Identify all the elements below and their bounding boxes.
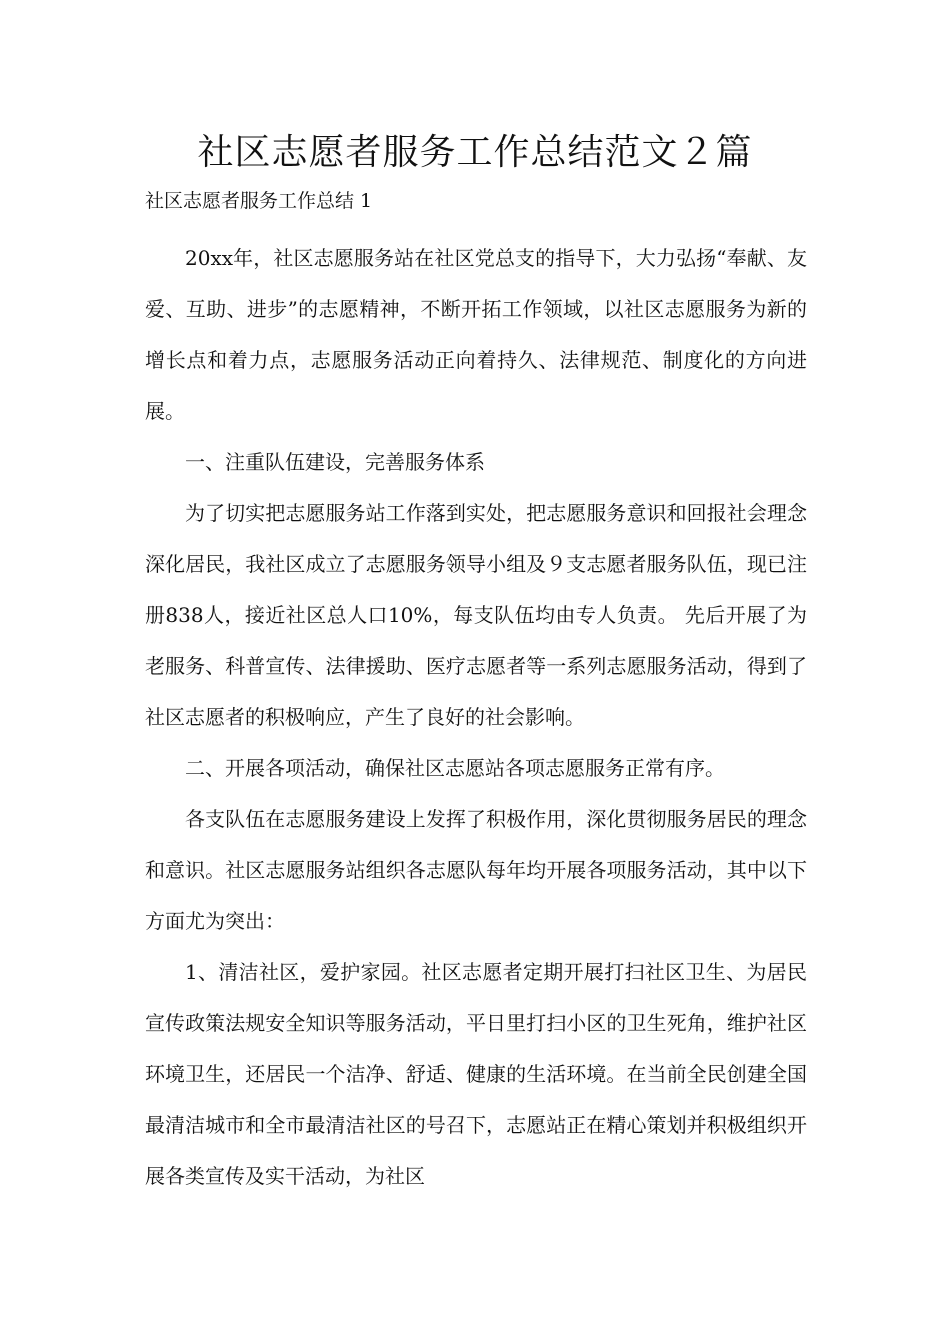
document-subtitle: 社区志愿者服务工作总结 1: [145, 190, 373, 212]
document-title: 社区志愿者服务工作总结范文２篇: [197, 132, 753, 173]
document-body: [145, 233, 807, 1202]
paragraph-activities: 各支队伍在志愿服务建设上发挥了积极作用，深化贯彻服务居民的理念和意识。社区志愿服务站组织各志愿队每年均开展各项服务活动，其中以下方面尤为突出：: [145, 807, 807, 933]
section-heading-1: 一、注重队伍建设，完善服务体系: [185, 450, 485, 474]
paragraph-intro: 20xx年，社区志愿服务站在社区党总支的指导下，大力弘扬“奉献、友爱、互助、进步”的志愿精神，不断开拓工作领域，以社区志愿服务为新的增长点和着力点，志愿服务活动正向着持久、法律规范、制度化的方向进展。: [145, 246, 807, 423]
paragraph-team-building: 为了切实把志愿服务站工作落到实处，把志愿服务意识和回报社会理念深化居民，我社区成立了志愿服务领导小组及９支志愿者服务队伍，现已注册838人，接近社区总人口10%，每支队伍均由专人负责。 先后开展了为老服务、科普宣传、法律援助、医疗志愿者等一系列志愿服务活动，得到了社区志愿者的积极响应，产生了良好的社会影响。: [145, 501, 807, 729]
paragraph-clean-community: 1、清洁社区，爱护家园。社区志愿者定期开展打扫社区卫生、为居民宣传政策法规安全知识等服务活动，平日里打扫小区的卫生死角，维护社区环境卫生，还居民一个洁净、舒适、健康的生活环境。在当前全民创建全国最清洁城市和全市最清洁社区的号召下，志愿站正在精心策划并积极组织开展各类宣传及实干活动，为社区: [145, 960, 807, 1188]
section-heading-2: 二、开展各项活动，确保社区志愿站各项志愿服务正常有序。: [185, 756, 725, 780]
